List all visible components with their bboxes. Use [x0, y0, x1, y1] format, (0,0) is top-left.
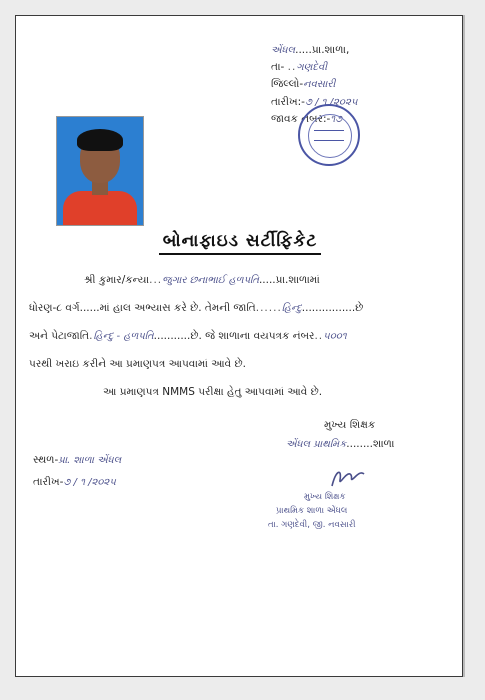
outward-value: ૧૭ [330, 114, 343, 125]
header-school-line [271, 44, 349, 57]
outward-label: જાવક નંબર:- [271, 113, 331, 125]
line2-prefix: ધોરણ-૮ વર્ગ......માં હાલ અભ્યાસ કરે છે. તેમની જાતિ [29, 302, 256, 314]
footer-date-value: ૭ / ૧ /૨૦૨૫ [63, 477, 116, 488]
header-taluka-line: તા- ..ગણદેવી [271, 61, 328, 73]
certificate-sheet [15, 15, 463, 677]
line1-prefix: શ્રી કુમાર/કન્યા [84, 274, 150, 286]
stamp-line-3: તા. ગણદેવી, જી. નવસારી [268, 520, 356, 530]
footer-place-line [33, 454, 121, 467]
body-line-2: ધોરણ-૮ વર્ગ......માં હાલ અભ્યાસ કરે છે. તેમની જાતિ......હિન્દુ................છે [29, 302, 364, 314]
headmaster-school-suffix: ........શાળા [346, 438, 395, 450]
school-label: .....પ્રા.શાળા, [295, 44, 350, 56]
school-name: એંધલ [271, 45, 296, 56]
certificate-title [16, 231, 464, 251]
stamp-mark [314, 140, 344, 141]
place-label: સ્થળ- [33, 454, 59, 466]
headmaster-role: મુખ્ય શિક્ષક [324, 419, 376, 431]
student-photo [56, 116, 144, 226]
line3-middle: ...........છે. જે શાળાના વયપત્રક નંબર [153, 330, 315, 342]
body-line-3: અને પેટાજાતિ.હિન્દુ - હળપતિ...........છે. જે શાળાના વયપત્રક નંબર..૫૦૦૧ [29, 330, 347, 342]
student-name: જુગાર છનાભાઈ હળપતિ [162, 275, 259, 286]
headmaster-signature [326, 464, 368, 490]
place-value: પ્રા. શાળા એંધલ [58, 455, 122, 466]
body-line-5: આ પ્રમાણપત્ર NMMS પરીક્ષા હેતુ આપવામાં આવે છે. [103, 386, 323, 398]
header-date-label: તારીખ:- [271, 96, 305, 108]
register-number: ૫૦૦૧ [323, 331, 347, 342]
footer-date-line [33, 476, 116, 489]
body-line-4: પરથી ખરાઇ કરીને આ પ્રમાણપત્ર આપવામાં આવે છે. [29, 358, 246, 370]
certificate-title-text: બોનાફાઇડ સર્ટીફિકેટ [159, 231, 322, 255]
header-date-value: ૭ / ૧ /૨૦૨૫ [304, 97, 358, 108]
district-label: જિલ્લો- [271, 78, 304, 90]
line3-prefix: અને પેટાજાતિ [29, 330, 90, 342]
caste-value: હિન્દુ [281, 303, 302, 314]
district-value: નવસારી [303, 79, 336, 90]
taluka-value: ગણદેવી [296, 62, 328, 73]
headmaster-school-value: એંધલ પ્રાથમિક [286, 439, 347, 450]
stamp-mark [314, 130, 344, 131]
header-district-line [271, 78, 335, 91]
headmaster-school-line [286, 438, 394, 451]
school-round-stamp [298, 104, 360, 166]
taluka-label: તા- [271, 61, 285, 73]
stamp-line-2: પ્રાથમિક શાળા એંધલ [276, 506, 348, 516]
stamp-line-1: મુખ્ય શિક્ષક [304, 492, 346, 502]
line2-suffix: ................છે [301, 302, 364, 314]
line1-suffix: .....પ્રા.શાળામાં [258, 274, 320, 286]
subcaste-value: હિન્દુ - હળપતિ [93, 331, 154, 342]
body-line-1: શ્રી કુમાર/કન્યા...જુગાર છનાભાઈ હળપતિ.....પ્રા.શાળામાં [84, 274, 320, 286]
footer-date-label: તારીખ- [33, 476, 64, 488]
